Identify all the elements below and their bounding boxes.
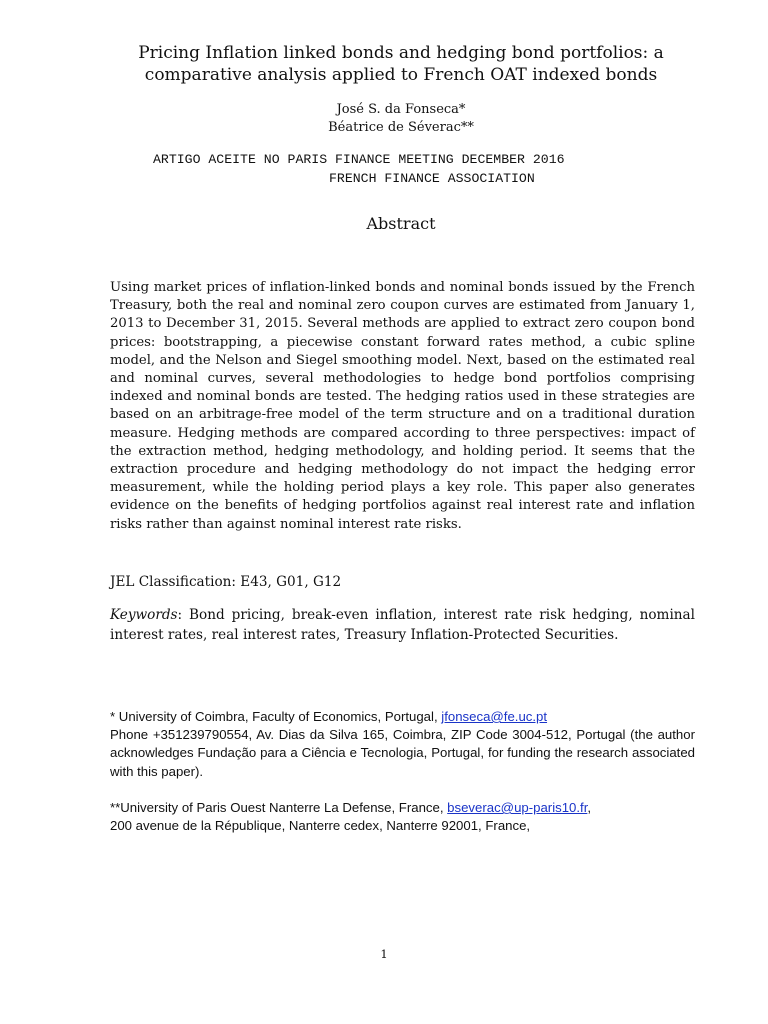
affiliation-1-prefix: * University of Coimbra, Faculty of Economics, Portugal, <box>110 709 442 724</box>
title-line-2: comparative analysis applied to French OAT indexed bonds <box>144 65 658 85</box>
affiliation-2-prefix: **University of Paris Ouest Nanterre La Defense, France, <box>110 800 448 815</box>
keywords-label: Keywords <box>110 607 178 623</box>
author-1: José S. da Fonseca* <box>336 102 466 117</box>
affiliation-1 <box>110 708 695 781</box>
email-link-fonseca[interactable]: jfonseca@fe.uc.pt <box>441 709 548 724</box>
abstract-text: Using market prices of inflation-linked bonds and nominal bonds issued by the French Treasury, both the real and nominal zero coupon curves are estimated from January 1, 2013 to December 31, 2015. Several methods are applied to extract zero coupon bond prices: bootstrapping, a piecewise constant forward rates method, a cubic spline model, and the Nelson and Siegel smoothing model. Next, based on the estimated real and nominal curves, several methodologies to hedge bond portfolios comprising indexed and nominal bonds are tested. The hedging ratios used in these strategies are based on an arbitrage-free model of the term structure and on a traditional duration measure. Hedging methods are compared according to three perspectives: impact of the extraction method, hedging methodology, and holding period. It seems that the extraction procedure and hedging methodology do not impact the hedging error measurement, while the holding period plays a key role. This paper also generates evidence on the benefits of hedging portfolios against real interest rate and inflation risks rather than against nominal interest rate risks. <box>110 280 695 532</box>
acceptance-note-line-2: FRENCH FINANCE ASSOCIATION <box>329 171 535 186</box>
affiliation-2-details: 200 avenue de la République, Nanterre cedex, Nanterre 92001, France, <box>110 818 531 834</box>
title-line-1: Pricing Inflation linked bonds and hedging bond portfolios: a <box>138 43 664 63</box>
email-link-severac[interactable]: bseverac@up-paris10.fr <box>447 800 588 815</box>
jel-classification: JEL Classification: E43, G01, G12 <box>110 574 342 590</box>
affiliation-2 <box>110 799 695 835</box>
page-number: 1 <box>380 947 388 961</box>
acceptance-note-line-1: ARTIGO ACEITE NO PARIS FINANCE MEETING DECEMBER 2016 <box>153 152 565 167</box>
abstract-heading: Abstract <box>366 214 436 233</box>
keywords-text: : Bond pricing, break-even inflation, interest rate risk hedging, nominal interest rates, real interest rates, Treasury Inflation-Protected Securities. <box>110 607 695 643</box>
affiliation-2-suffix: , <box>587 800 592 815</box>
author-2: Béatrice de Séverac** <box>328 120 474 135</box>
keywords <box>110 605 695 645</box>
paper-title <box>100 42 702 86</box>
affiliation-1-details: Phone +351239790554, Av. Dias da Silva 165, Coimbra, ZIP Code 3004-512, Portugal (the author acknowledges Fundação para a Ciência e Tecnologia, Portugal, for funding the research associated with this paper). <box>110 727 695 779</box>
